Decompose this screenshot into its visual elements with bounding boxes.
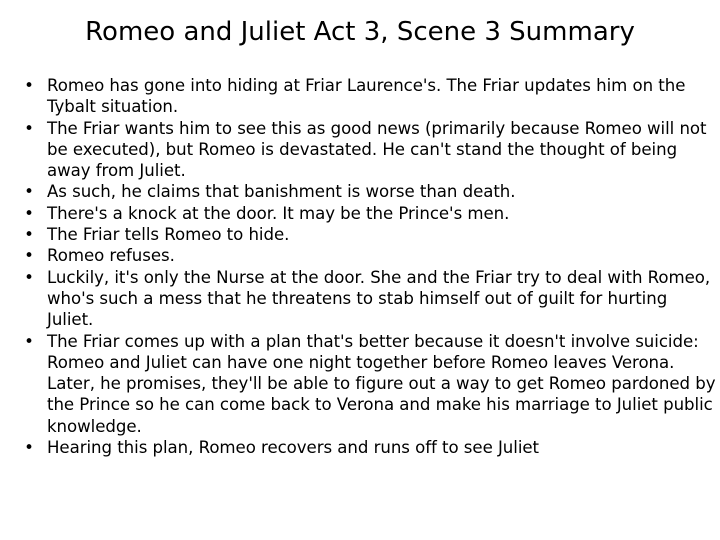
bullet-text: Hearing this plan, Romeo recovers and runs off to see Juliet	[47, 438, 539, 458]
bullet-item	[24, 331, 717, 437]
bullet-dot-icon: •	[24, 203, 34, 223]
bullet-dot-icon: •	[24, 118, 34, 138]
bullet-dot-icon: •	[24, 246, 34, 266]
bullet-text: Luckily, it's only the Nurse at the door. She and the Friar try to deal with Romeo, who's such a mess that he threatens to stab himself out of guilt for hurting Juliet.	[47, 267, 711, 330]
bullet-item	[24, 245, 717, 266]
bullet-item	[24, 267, 717, 331]
bullet-dot-icon: •	[24, 225, 34, 245]
bullet-text: The Friar wants him to see this as good news (primarily because Romeo will not be executed), but Romeo is devastated. He can't stand the thought of being away from Juliet.	[47, 118, 707, 181]
bullet-dot-icon: •	[24, 182, 34, 202]
bullet-list	[24, 75, 717, 458]
bullet-text: The Friar comes up with a plan that's better because it doesn't involve suicide: Romeo and Juliet can have one night together before Romeo leaves Verona. Later, he promises, they'll be able to figure out a way to get Romeo pardoned by the Prince so he can come back to Verona and make his marriage to Juliet public knowledge.	[47, 331, 716, 436]
bullet-text: There's a knock at the door. It may be the Prince's men.	[47, 203, 510, 223]
slide-title: Romeo and Juliet Act 3, Scene 3 Summary	[85, 17, 635, 47]
bullet-item	[24, 118, 717, 182]
bullet-text: The Friar tells Romeo to hide.	[47, 225, 290, 245]
bullet-item	[24, 75, 717, 118]
bullet-dot-icon: •	[24, 76, 34, 95]
bullet-text: As such, he claims that banishment is worse than death.	[47, 182, 516, 202]
bullet-text: Romeo has gone into hiding at Friar Laurence's. The Friar updates him on the Tybalt situation.	[47, 76, 686, 117]
bullet-dot-icon: •	[24, 331, 34, 351]
bullet-item	[24, 437, 717, 458]
bullet-dot-icon: •	[24, 267, 34, 287]
bullet-item	[24, 224, 717, 245]
bullet-dot-icon: •	[24, 438, 34, 458]
bullet-item	[24, 203, 717, 224]
bullet-item	[24, 181, 717, 202]
bullet-text: Romeo refuses.	[47, 246, 175, 266]
